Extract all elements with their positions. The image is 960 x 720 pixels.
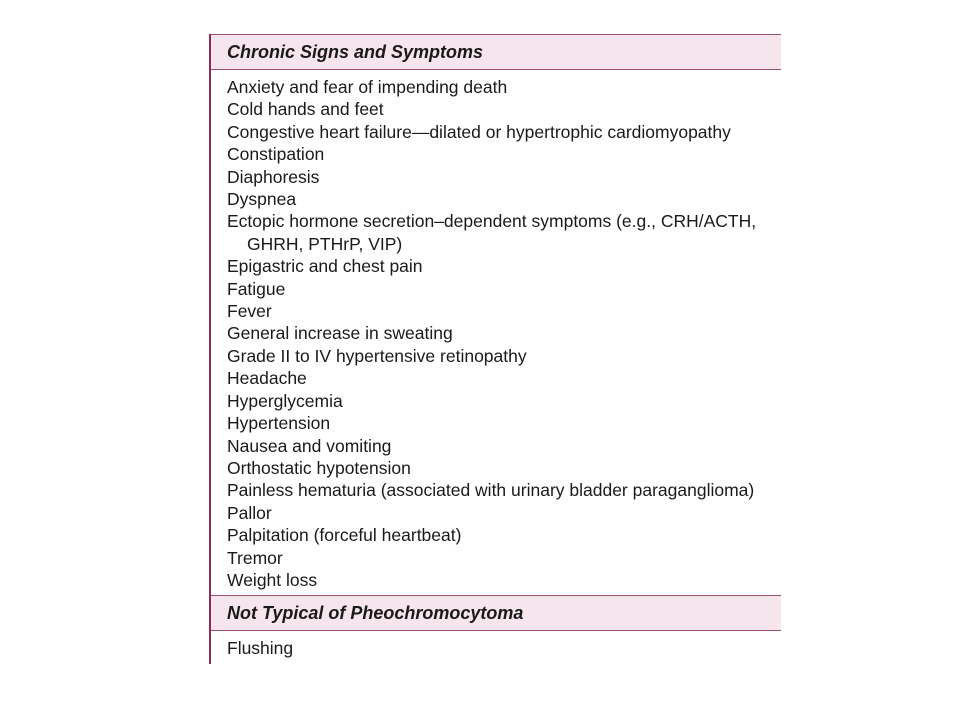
list-item [211, 524, 781, 546]
list-item [211, 479, 781, 501]
list-item [211, 300, 781, 322]
header-bottom-rule [211, 69, 781, 70]
list-item-text: Weight loss [227, 569, 318, 590]
list-item [211, 457, 781, 479]
list-item-text: Fever [227, 301, 272, 322]
list-item [211, 345, 781, 367]
list-item-continuation: GHRH, PTHrP, VIP) [247, 233, 403, 254]
list-item-text: Headache [227, 368, 307, 389]
list-item [211, 121, 781, 143]
list-item-text: Hypertension [227, 413, 331, 434]
list-item [211, 435, 781, 457]
list-item-text: Diaphoresis [227, 166, 320, 187]
list-item-text: Dyspnea [227, 189, 297, 210]
list-item-text: Pallor [227, 502, 272, 523]
list-item [211, 502, 781, 524]
list-item [211, 210, 781, 255]
header-top-rule [211, 34, 781, 35]
list-item [211, 255, 781, 277]
list-item [211, 547, 781, 569]
list-item-text: Ectopic hormone secretion–dependent symptoms (e.g., CRH/ACTH, [227, 211, 757, 232]
list-item-text: Anxiety and fear of impending death [227, 77, 508, 97]
list-item [211, 166, 781, 188]
list-item [211, 76, 781, 98]
list-item [211, 412, 781, 434]
section-header-chronic [211, 34, 781, 70]
list-item-text: Constipation [227, 144, 325, 165]
list-item-text: Cold hands and feet [227, 99, 384, 120]
list-item-text: Painless hematuria (associated with urinary bladder paraganglioma) [227, 480, 755, 501]
list-item [211, 367, 781, 389]
list-item-text: Nausea and vomiting [227, 435, 392, 456]
list-item [211, 278, 781, 300]
not-typical-list [211, 637, 781, 659]
list-item-text: Epigastric and chest pain [227, 256, 423, 277]
section-header-not-typical [211, 595, 781, 631]
list-item [211, 322, 781, 344]
list-item-text: Tremor [227, 547, 283, 568]
list-item-text: Grade II to IV hypertensive retinopathy [227, 345, 527, 366]
list-item-text: Orthostatic hypotension [227, 457, 411, 478]
list-item-text: Palpitation (forceful heartbeat) [227, 525, 462, 546]
list-item [211, 390, 781, 412]
list-item-text: Congestive heart failure—dilated or hypertrophic cardiomyopathy [227, 121, 731, 142]
list-item-text: Fatigue [227, 278, 286, 299]
list-item-text: Flushing [227, 638, 294, 658]
header-bottom-rule [211, 630, 781, 631]
section-heading-chronic: Chronic Signs and Symptoms [227, 42, 484, 62]
list-item-text: General increase in sweating [227, 323, 453, 344]
list-item [211, 143, 781, 165]
list-item [211, 98, 781, 120]
list-item [211, 637, 781, 659]
chronic-symptom-list [211, 76, 781, 591]
header-top-rule [211, 595, 781, 596]
section-heading-not-typical: Not Typical of Pheochromocytoma [227, 603, 524, 623]
list-item-text: Hyperglycemia [227, 390, 343, 411]
symptom-table [209, 34, 781, 664]
list-item [211, 188, 781, 210]
list-item [211, 569, 781, 591]
